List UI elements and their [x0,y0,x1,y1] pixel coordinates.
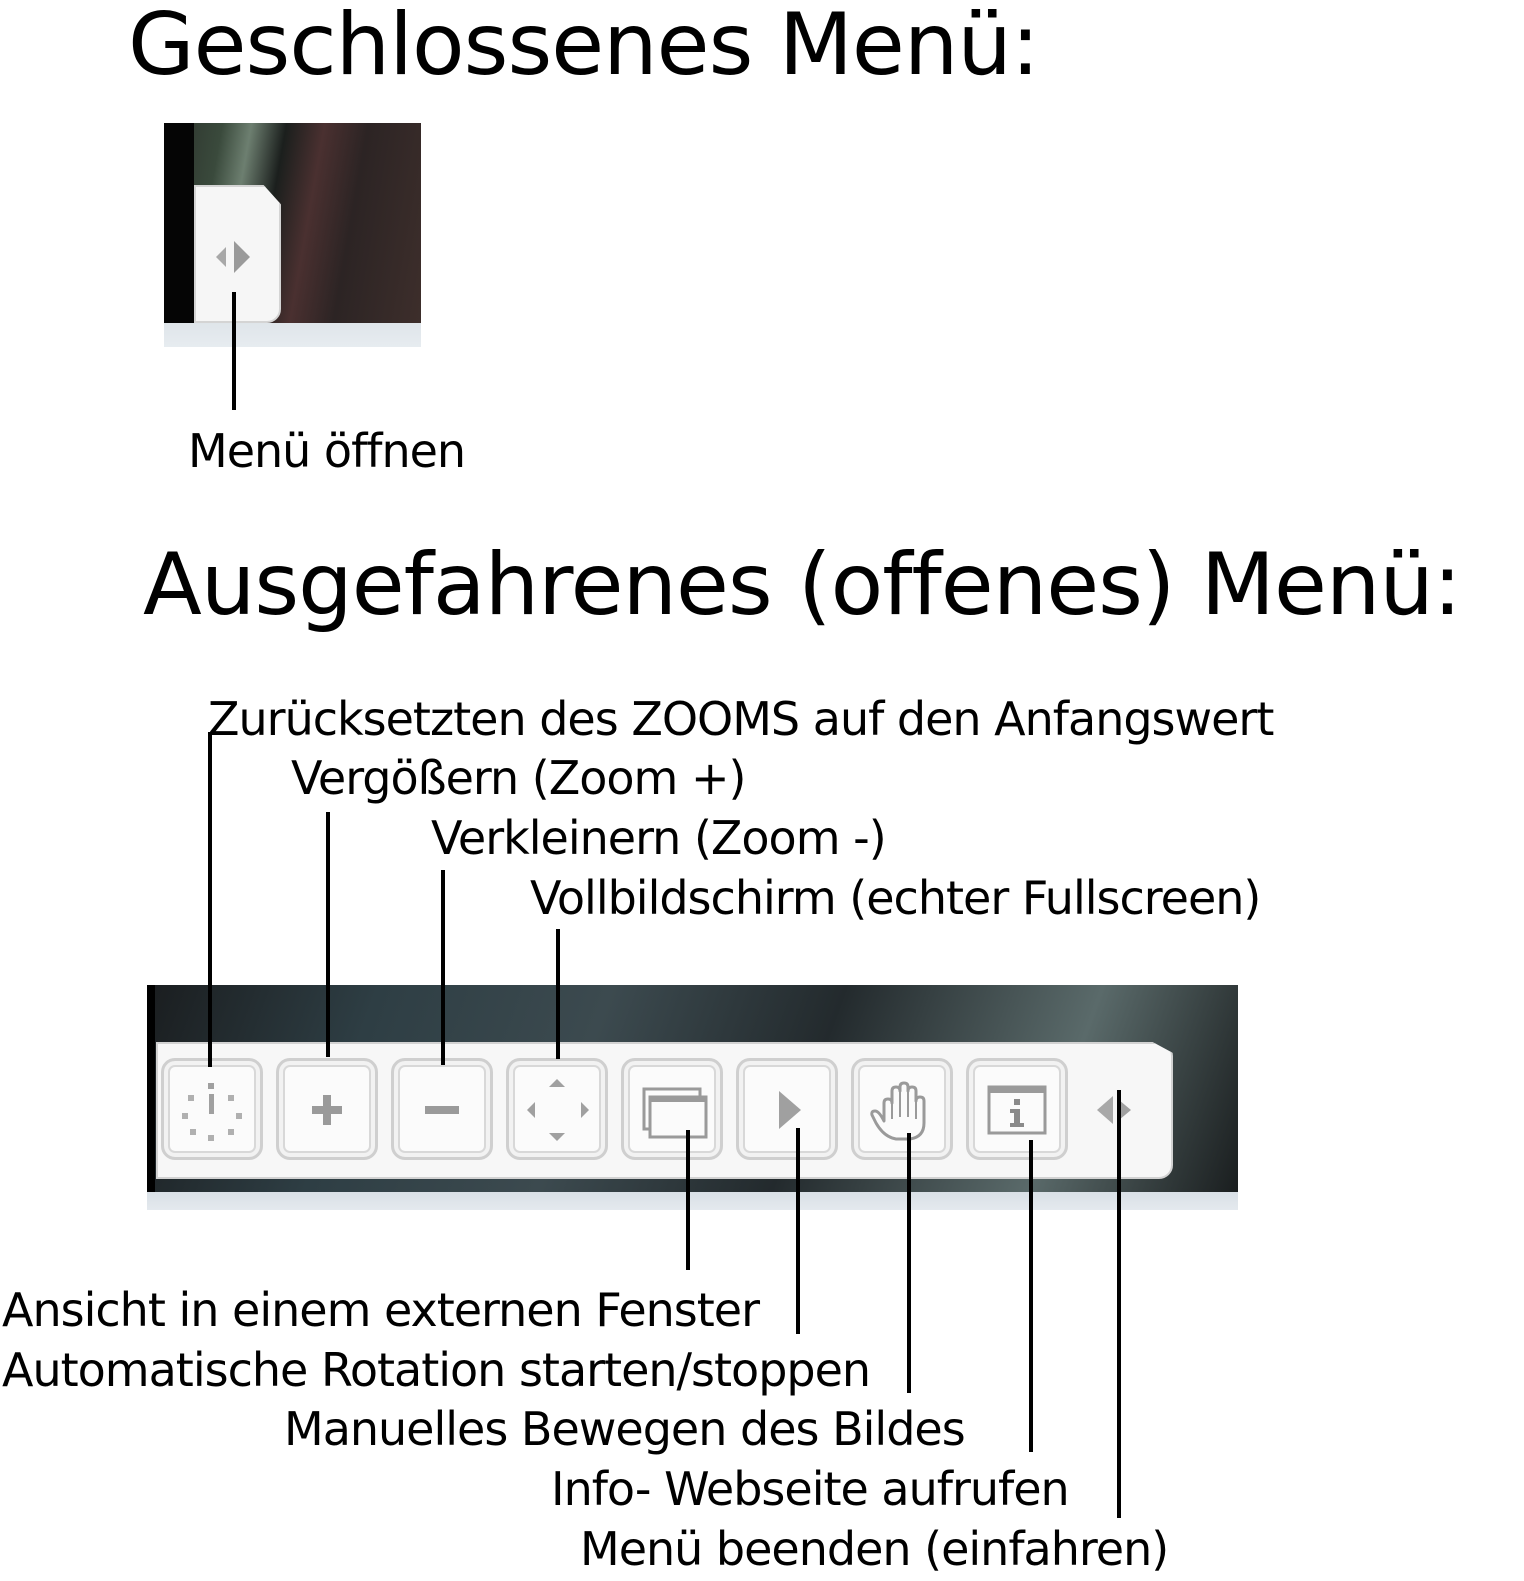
auto-rotation-button[interactable] [736,1058,838,1160]
zoom-in-button[interactable] [276,1058,378,1160]
pointer-line [326,812,330,1057]
info-label: Info- Webseite aufrufen [551,1462,1069,1516]
play-icon [739,1061,835,1157]
info-button[interactable] [966,1058,1068,1160]
closed-menu-preview [164,123,421,323]
pointer-line [796,1128,800,1334]
auto-rotation-label: Automatische Rotation starten/stoppen [2,1343,871,1397]
zoom-in-label: Vergößern (Zoom +) [291,751,746,805]
reset-zoom-icon [164,1061,260,1157]
pan-label: Manuelles Bewegen des Bildes [284,1402,965,1456]
open-menu-heading: Ausgefahrenes (offenes) Menü: [143,535,1461,635]
fullscreen-button[interactable] [506,1058,608,1160]
pointer-line [232,292,236,410]
fullscreen-label: Vollbildschirm (echter Fullscreen) [530,871,1261,925]
pointer-line [907,1133,911,1393]
open-menu-label: Menü öffnen [188,424,466,478]
pointer-line [208,732,212,1067]
open-menu-preview-bottom [147,1192,1238,1210]
external-window-icon [624,1061,720,1157]
open-menu-preview [147,985,1238,1192]
collapse-arrows-icon [208,227,268,287]
reset-zoom-button[interactable] [161,1058,263,1160]
external-window-button[interactable] [621,1058,723,1160]
pan-button[interactable] [851,1058,953,1160]
reset-zoom-label: Zurücksetzten des ZOOMS auf den Anfangswert [208,692,1274,746]
pointer-line [441,870,445,1065]
closed-menu-preview-bottom [164,323,421,347]
fullscreen-icon [509,1061,605,1157]
info-icon [969,1061,1065,1157]
hand-icon [854,1061,950,1157]
open-menu-button[interactable] [194,185,281,323]
close-menu-label: Menü beenden (einfahren) [580,1522,1169,1576]
zoom-out-button[interactable] [391,1058,493,1160]
zoom-in-icon [279,1061,375,1157]
pointer-line [556,929,560,1059]
zoom-out-label: Verkleinern (Zoom -) [431,811,886,865]
closed-menu-heading: Geschlossenes Menü: [128,0,1039,95]
pointer-line [1117,1090,1121,1518]
pointer-line [1029,1140,1033,1452]
pointer-line [686,1130,690,1270]
zoom-out-icon [394,1061,490,1157]
external-window-label: Ansicht in einem externen Fenster [2,1283,759,1337]
